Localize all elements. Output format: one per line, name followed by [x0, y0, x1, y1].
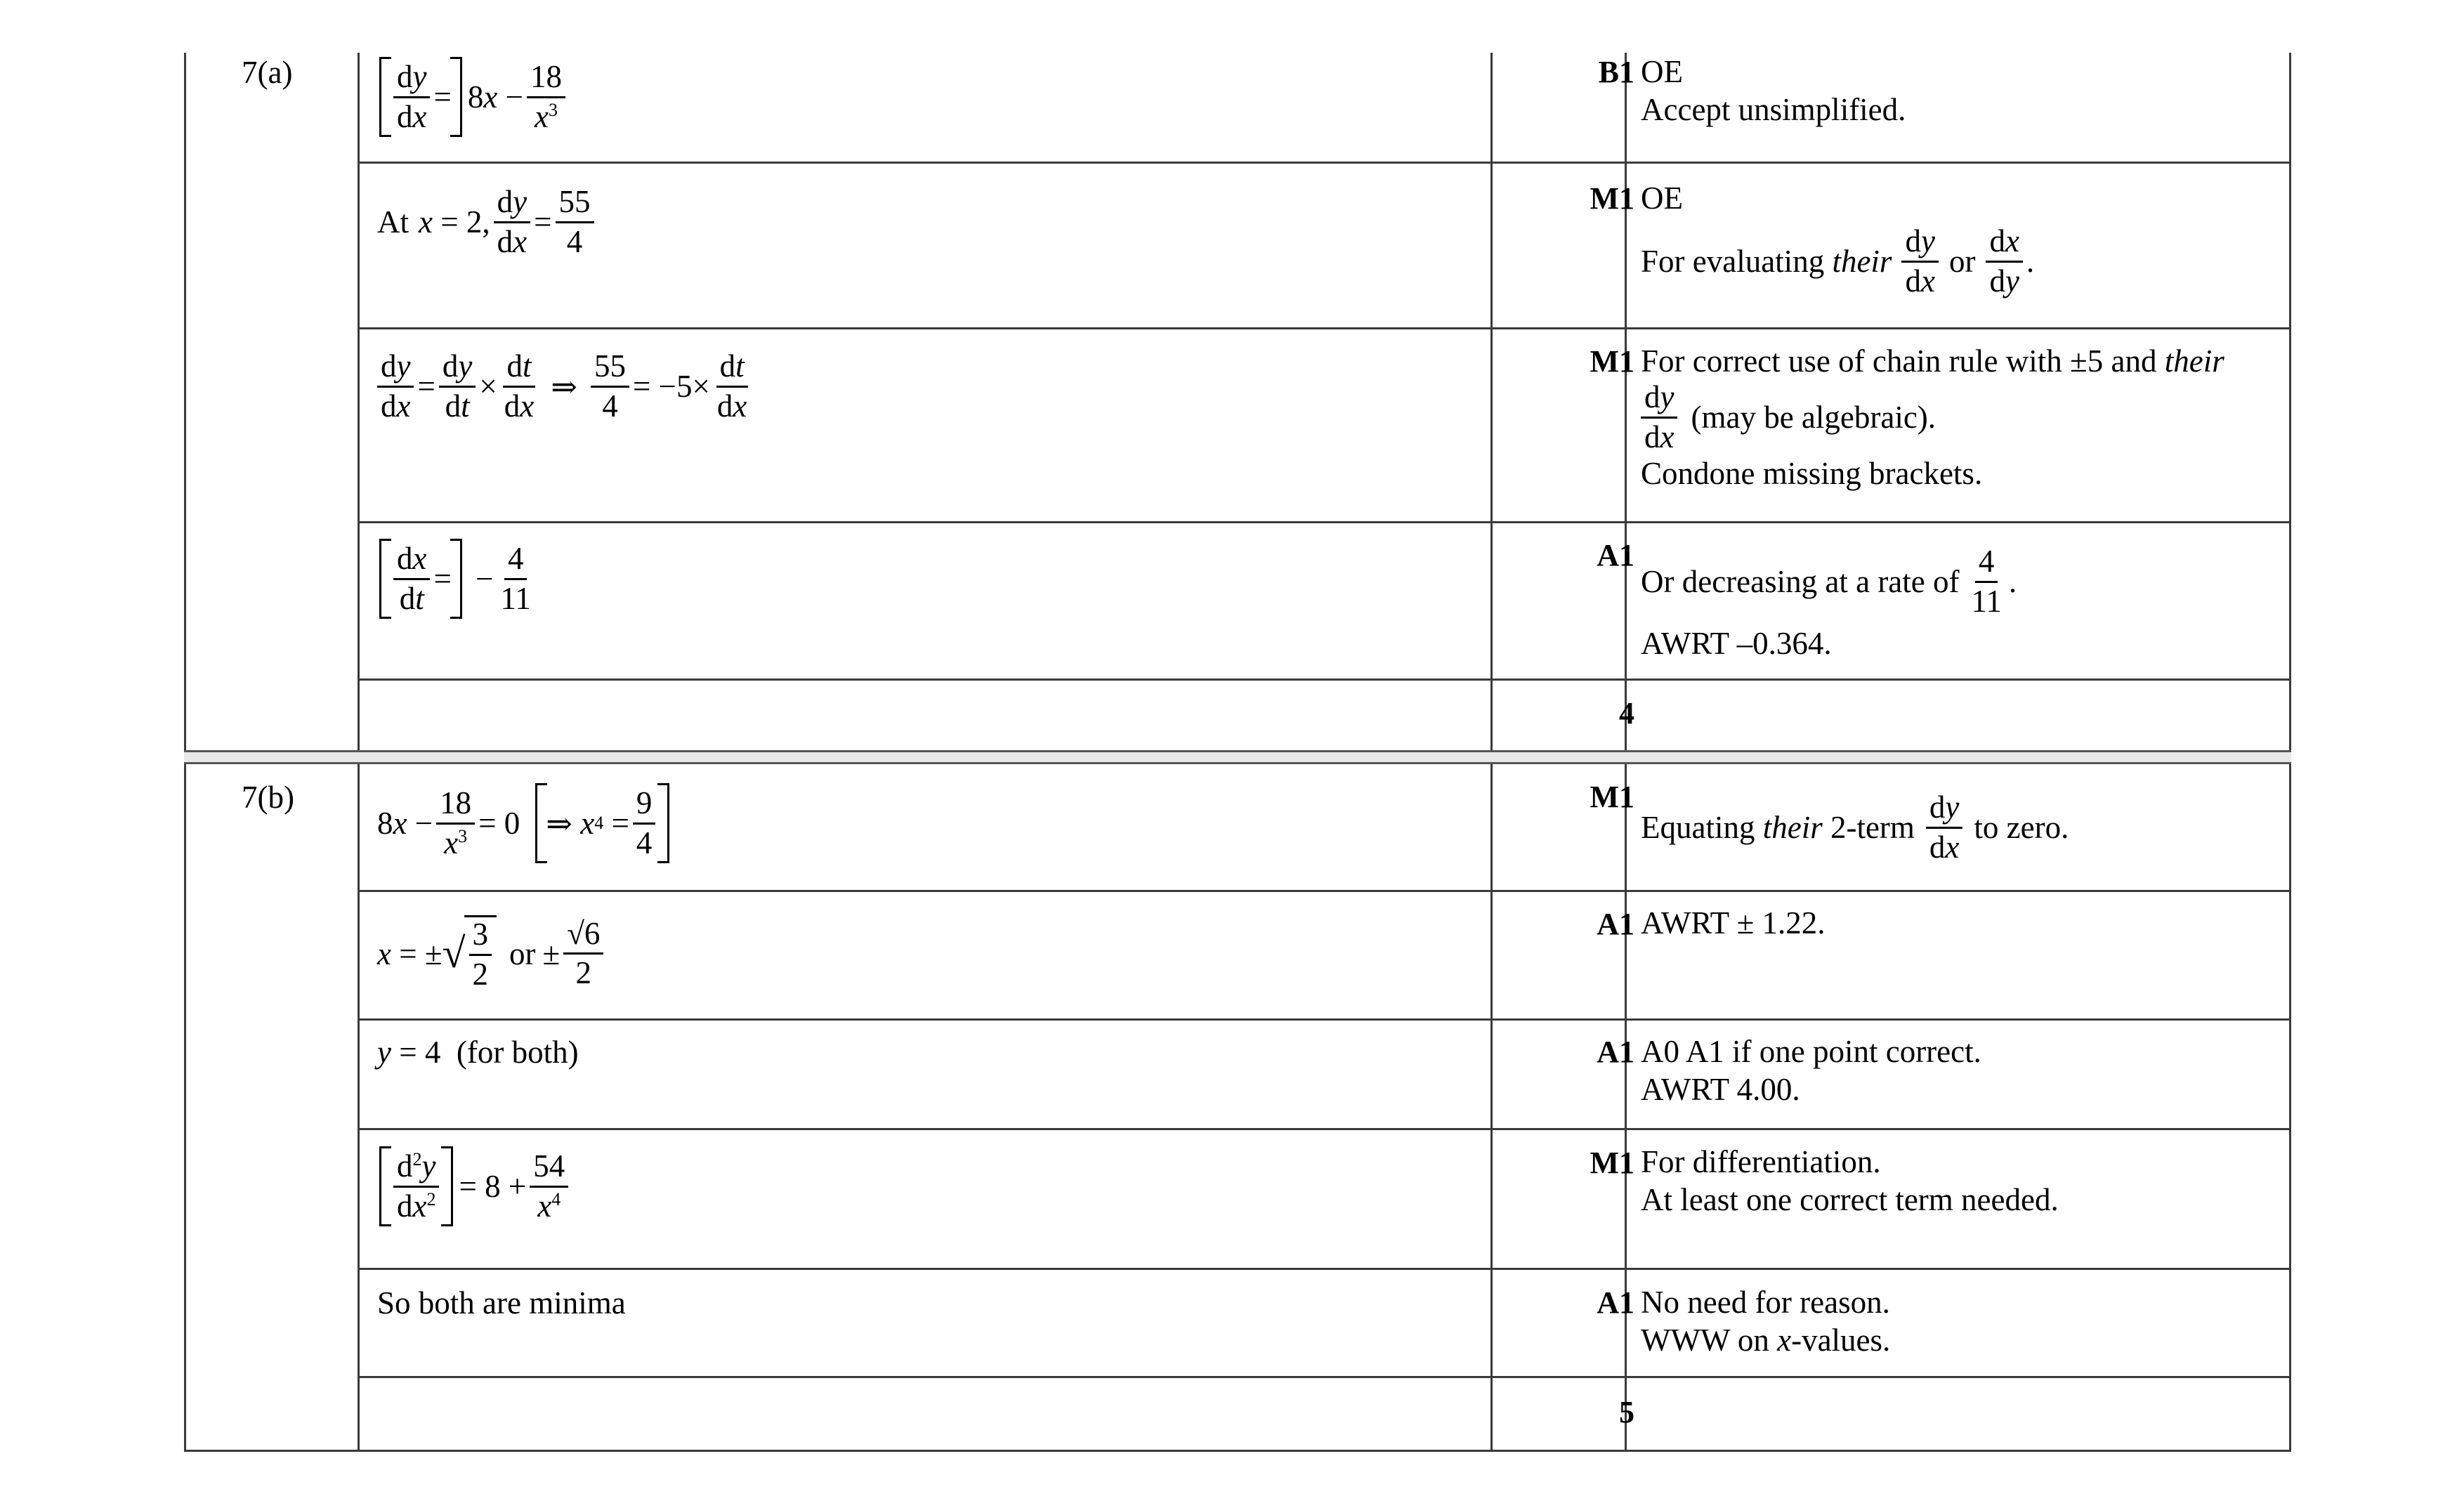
optional-bracket: $\frac{dy}{dx}$ = [379, 57, 462, 137]
answer-second-derivative: $\frac{d^2y}{dx^2}$ = 8 + $\frac{54}{x^4}$ [374, 1146, 572, 1226]
mark-code: M1 [1590, 1146, 1634, 1180]
answer-x-values: x = ± √ $\frac{3}{2}$ or ± $\frac{√6}{2}$ [377, 915, 607, 992]
optional-bracket: $\frac{dx}{dt}$ = [379, 539, 462, 619]
row-divider [358, 890, 2291, 892]
row-divider [358, 521, 2291, 523]
total-marks: 4 [1619, 696, 1634, 730]
answer-chain-rule: $\frac{dy}{dx}$ = $\frac{dy}{dt}$ × $\frac{dt}{dx}$ ⇒ $\frac{55}{4}$ = −5× $\frac{dt}{dx}$ [374, 349, 754, 424]
row-divider [358, 1018, 2291, 1021]
row-divider [358, 1376, 2291, 1378]
guidance: OE Accept unsimplified. [1641, 54, 1906, 127]
question-label: 7(b) [242, 780, 294, 815]
total-marks: 5 [1619, 1395, 1634, 1429]
guidance: For correct use of chain rule with ±5 and their $\frac{dy}{dx}$ (may be algebraic). Condone missing brackets. [1641, 343, 2224, 491]
row-divider [358, 679, 2291, 681]
answer-rate-of-change: $\frac{dx}{dt}$ = − $\frac{4}{11}$ [374, 539, 538, 619]
row-divider [358, 162, 2291, 164]
table-border-bottom [184, 1450, 2291, 1452]
optional-bracket: ⇒ x 4 = $\frac{9}{4}$ [535, 783, 669, 863]
row-divider [358, 327, 2291, 329]
answer-stationary-equation: 8x − $\frac{18}{x^3}$ = 0 ⇒ x 4 = $\frac{9}{4}$ [377, 783, 675, 863]
guidance: OE For evaluating their $\frac{dy}{dx}$ or $\frac{dx}{dy}$ . [1641, 181, 2035, 299]
mark-code: B1 [1598, 55, 1634, 89]
mark-code: M1 [1590, 344, 1634, 379]
answer-evaluate-gradient: At x = 2, $\frac{dy}{dx}$ = $\frac{55}{4}$ [377, 185, 598, 259]
optional-bracket: $\frac{d^2y}{dx^2}$ [379, 1146, 453, 1226]
mark-code: A1 [1597, 907, 1634, 941]
section-separator [184, 750, 2291, 764]
question-label: 7(a) [242, 55, 293, 90]
mark-code: A1 [1597, 538, 1634, 572]
row-divider [358, 1128, 2291, 1130]
mark-scheme-table [184, 53, 2291, 1452]
guidance: No need for reason. WWW on x-values. [1641, 1285, 1891, 1358]
guidance: Equating their 2-term $\frac{dy}{dx}$ to zero. [1641, 789, 2069, 865]
answer-conclusion: So both are minima [377, 1285, 626, 1320]
guidance: A0 A1 if one point correct. AWRT 4.00. [1641, 1034, 1981, 1107]
answer-derivative: $\frac{dy}{dx}$ = 8x − $\frac{18}{x^3}$ [374, 57, 569, 137]
answer-y-value: y = 4 (for both) [377, 1035, 579, 1070]
mark-code: M1 [1590, 780, 1634, 814]
guidance: Or decreasing at a rate of $\frac{4}{11}$ . AWRT –0.364. [1641, 544, 2017, 661]
mark-code: A1 [1597, 1035, 1634, 1069]
mark-code: M1 [1590, 181, 1634, 216]
row-divider [358, 1268, 2291, 1270]
guidance: AWRT ± 1.22. [1641, 905, 1826, 940]
mark-code: A1 [1597, 1285, 1634, 1320]
guidance: For differentiation. At least one correct term needed. [1641, 1144, 2059, 1217]
